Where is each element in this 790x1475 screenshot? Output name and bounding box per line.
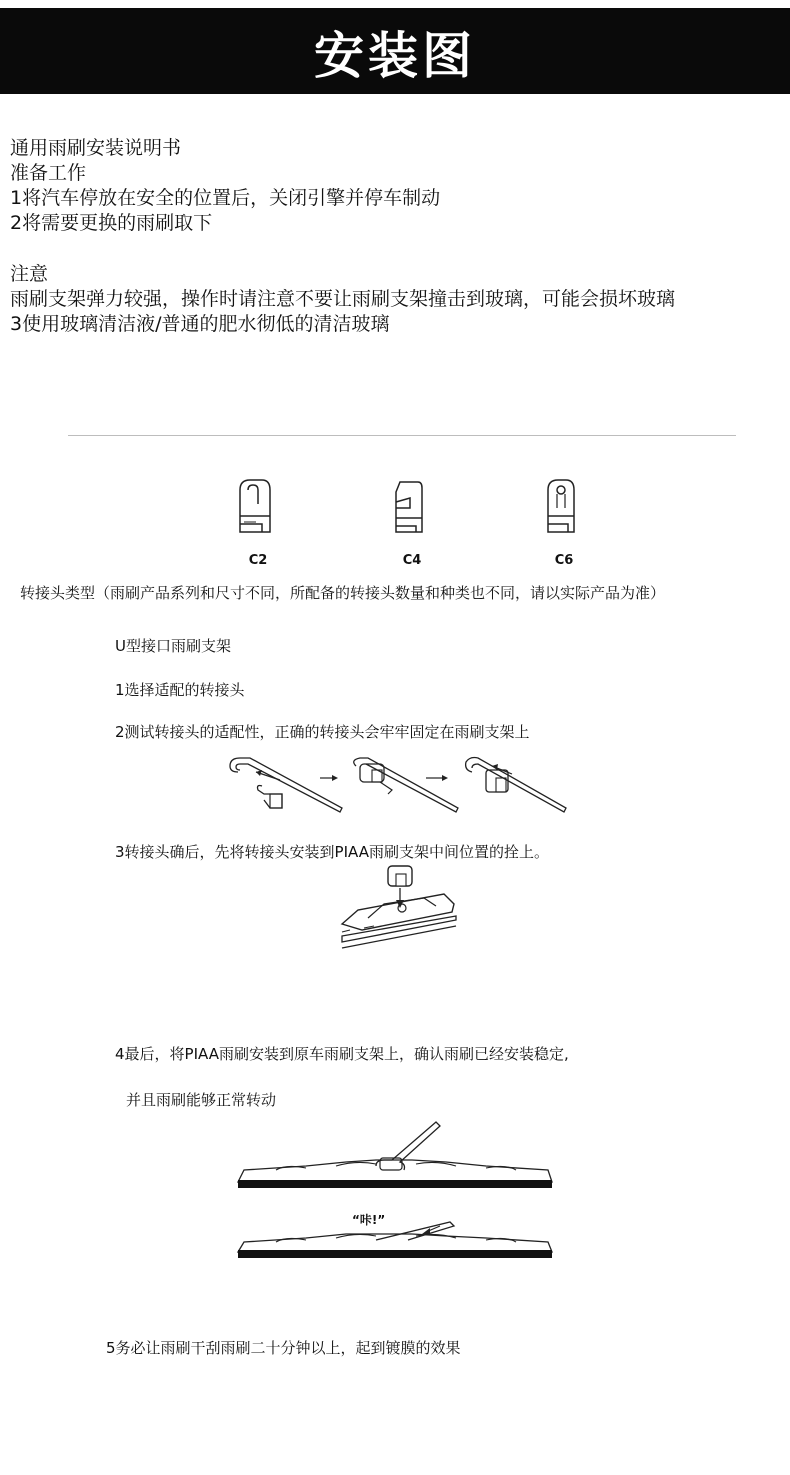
step-2: 2测试转接头的适配性，正确的转接头会牢牢固定在雨刷支架上 bbox=[115, 723, 530, 741]
arm-hook-1 bbox=[230, 758, 342, 812]
adapter-types-note: 转接头类型（雨刷产品系列和尺寸不同，所配备的转接头数量和种类也不同，请以实际产品为准） bbox=[20, 584, 666, 602]
step-3: 3转接头确后，先将转接头安装到PIAA雨刷支架中间位置的拴上。 bbox=[115, 843, 549, 861]
arm-hook-3 bbox=[466, 758, 566, 813]
wiper-install-illustration-2 bbox=[236, 1210, 556, 1260]
manual-title: 通用雨刷安装说明书 bbox=[10, 137, 182, 159]
notice-heading: 注意 bbox=[10, 263, 49, 285]
preparation-step-1: 1将汽车停放在安全的位置后，关闭引擎并停车制动 bbox=[10, 187, 441, 209]
header-banner bbox=[0, 8, 790, 94]
adapter-c4-icon bbox=[390, 478, 430, 538]
step-1: 1选择适配的转接头 bbox=[115, 681, 245, 699]
adapter-mount-illustration bbox=[340, 864, 460, 956]
wiper-install-illustration-1 bbox=[236, 1120, 556, 1192]
intro-section bbox=[10, 136, 440, 236]
preparation-step-2: 2将需要更换的雨刷取下 bbox=[10, 212, 213, 234]
adapter-c6 bbox=[542, 478, 602, 568]
adapter-c4 bbox=[390, 478, 450, 568]
adapter-c6-icon bbox=[542, 478, 582, 538]
step-4-line-2: 并且雨刷能够正常转动 bbox=[126, 1091, 277, 1109]
step-4-line-1: 4最后，将PIAA雨刷安装到原车雨刷支架上，确认雨刷已经安装稳定, bbox=[115, 1045, 569, 1063]
page-title: 安装图 bbox=[314, 27, 476, 85]
adapter-c2-icon bbox=[236, 478, 276, 538]
step-5: 5务必让雨刷干刮雨刷二十分钟以上，起到镀膜的效果 bbox=[106, 1339, 461, 1357]
click-sound-label: “咔!” bbox=[352, 1213, 386, 1227]
u-arm-heading: U型接口雨刷支架 bbox=[115, 637, 231, 655]
adapter-c2 bbox=[236, 478, 296, 568]
adapter-c4-label: C4 bbox=[402, 553, 422, 568]
notice-line-1: 雨刷支架弹力较强，操作时请注意不要让雨刷支架撞击到玻璃，可能会损坏玻璃 bbox=[10, 288, 676, 310]
arm-hook-2 bbox=[354, 758, 458, 812]
adapter-fit-illustration bbox=[220, 750, 580, 822]
preparation-heading: 准备工作 bbox=[10, 162, 87, 184]
adapter-c6-label: C6 bbox=[554, 553, 574, 568]
notice-line-2: 3使用玻璃清洁液/普通的肥水彻低的清洁玻璃 bbox=[10, 313, 390, 335]
adapter-c2-label: C2 bbox=[248, 553, 268, 568]
section-divider bbox=[68, 435, 736, 436]
notice-section bbox=[10, 262, 675, 337]
